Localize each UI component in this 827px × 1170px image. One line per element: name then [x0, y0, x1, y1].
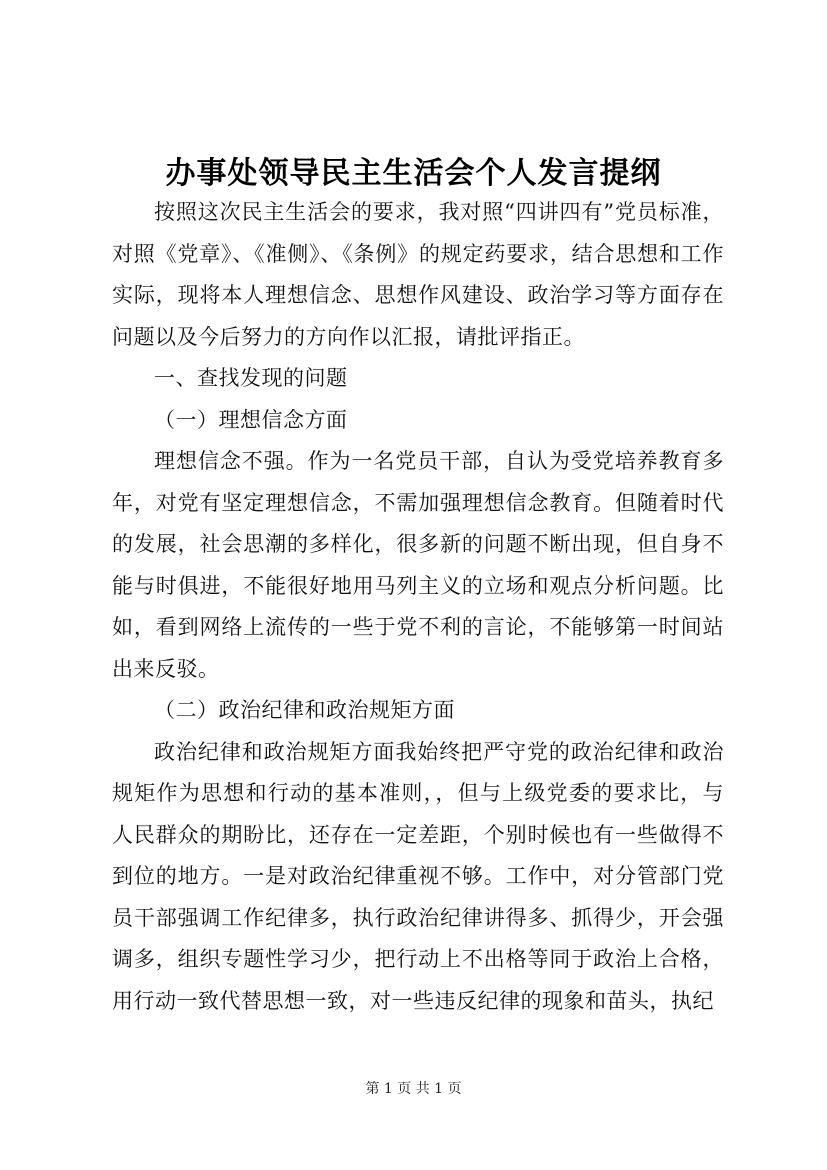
document-title: 办事处领导民主生活会个人发言提纲 — [165, 156, 662, 191]
page-number-label: 第 1 页 共 1 页 — [365, 1081, 462, 1097]
paragraph-intro: 按照这次民主生活会的要求，我对照“四讲四有”党员标准，对照《党章》、《准侧》、《条例》的规定药要求，结合思想和工作实际，现将本人理想信念、思想作风建设、政治学习等方面存在问题以及今后努力的方向作以汇报，请批评指正。 — [112, 200, 724, 349]
page-footer — [0, 1078, 827, 1098]
paragraph-ideals: 理想信念不强。作为一名党员干部，自认为受党培养教育多年，对党有坚定理想信念，不需加强理想信念教育。但随着时代的发展，社会思潮的多样化，很多新的问题不断出现，但自身不能与时俱进，不能很好地用马列主义的立场和观点分析问题。比如，看到网络上流传的一些于党不利的言论，不能够第一时间站出来反驳。 — [112, 449, 724, 681]
subsection-heading-2: （二）政治纪律和政治规矩方面 — [154, 698, 455, 722]
document-body — [112, 192, 724, 1022]
paragraph-discipline: 政治纪律和政治规矩方面我始终把严守党的政治纪律和政治规矩作为思想和行动的基本准则，，但与上级党委的要求比，与人民群众的期盼比，还存在一定差距，个别时候也有一些做得不到位的地方。一是对政治纪律重视不够。工作中，对分管部门党员干部强调工作纪律多，执行政治纪律讲得多、抓得少，开会强调多，组织专题性学习少，把行动上不出格等同于政治上合格，用行动一致代替思想一致，对一些违反纪律的现象和苗头，执纪 — [112, 739, 724, 1013]
subsection-heading-1: （一）理想信念方面 — [154, 407, 348, 432]
section-heading-1: 一、查找发现的问题 — [154, 366, 348, 390]
